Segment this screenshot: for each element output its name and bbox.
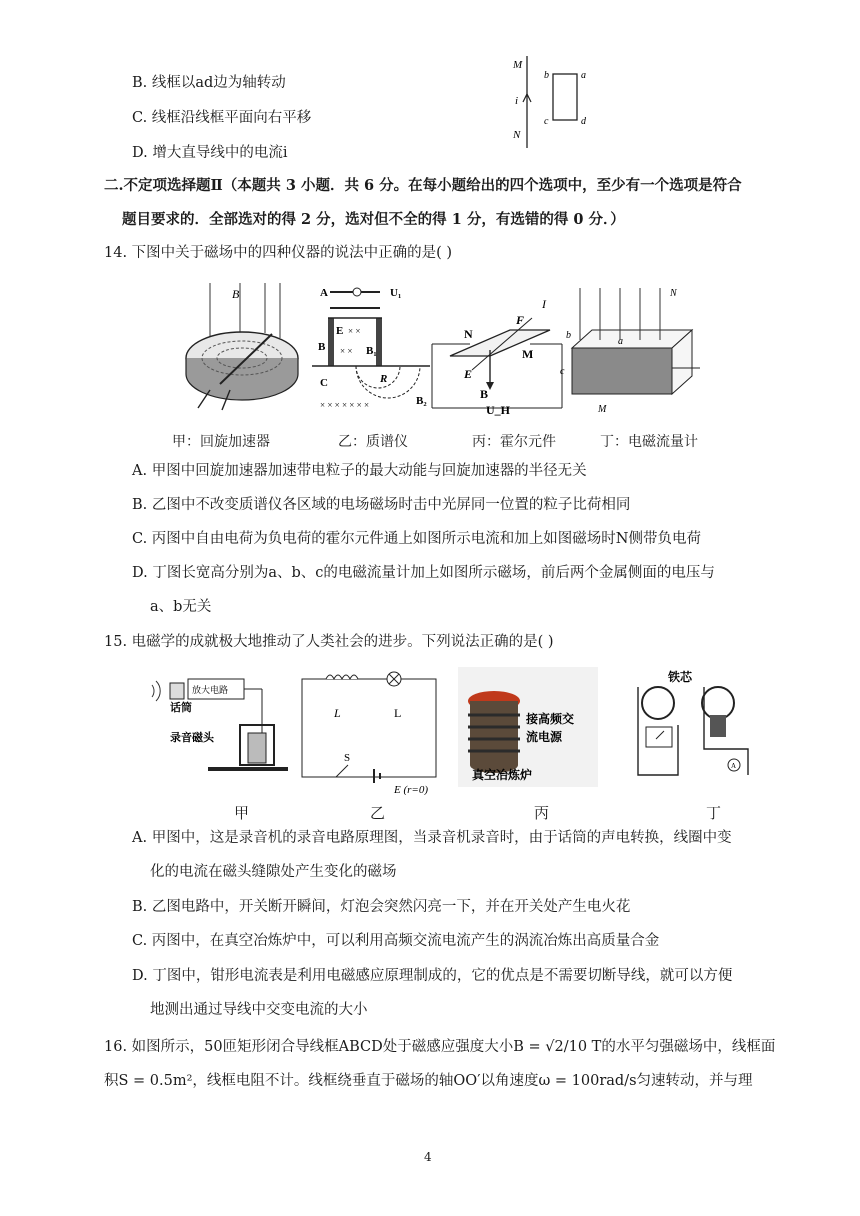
q14-stem: 14. 下图中关于磁场中的四种仪器的说法中正确的是( ) (104, 245, 453, 261)
q13-wire-loop-figure (505, 52, 605, 152)
q13-label-i: i (515, 95, 519, 107)
svg-text:铁芯: 铁芯 (668, 670, 693, 684)
q13-option-d: D. 增大直导线中的电流i (132, 145, 288, 161)
q13-option-c: C. 线框沿线框平面向右平移 (132, 110, 312, 126)
svg-text:U₁: U₁ (390, 287, 402, 299)
svg-text:× ×: × × (348, 326, 361, 336)
q14-option-b: B. 乙图中不改变质谱仪各区域的电场磁场时击中光屏同一位置的粒子比荷相同 (132, 497, 631, 513)
svg-text:M: M (522, 347, 534, 361)
svg-text:话筒: 话筒 (170, 702, 192, 714)
q14-option-d-cont: a、b无关 (150, 599, 212, 615)
q15-caption-yi: 乙 (370, 805, 386, 822)
svg-text:b: b (566, 330, 571, 341)
svg-text:A: A (320, 287, 328, 299)
clamp-meter-figure (638, 669, 748, 775)
svg-text:B₁: B₁ (366, 345, 377, 357)
svg-text:流电源: 流电源 (526, 730, 563, 744)
q14-caption-jia: 甲：回旋加速器 (172, 433, 270, 449)
svg-text:录音磁头: 录音磁头 (170, 732, 214, 744)
q14-caption-bing: 丙：霍尔元件 (472, 433, 556, 449)
page-number: 4 (424, 1150, 432, 1164)
svg-text:接高频交: 接高频交 (526, 712, 575, 726)
q13-label-a: a (581, 70, 586, 81)
q13-label-b: b (544, 70, 549, 81)
recorder-figure (152, 679, 288, 769)
q15-option-a-cont: 化的电流在磁头缝隙处产生变化的磁场 (150, 864, 397, 880)
svg-text:a: a (618, 336, 623, 347)
q14-caption-ding: 丁：电磁流量计 (600, 433, 698, 449)
q13-option-b: B. 线框以ad边为轴转动 (132, 75, 286, 91)
svg-text:U_H: U_H (486, 403, 510, 417)
svg-text:B: B (480, 387, 489, 401)
q15-option-c: C. 丙图中，在真空冶炼炉中，可以利用高频交流电流产生的涡流冶炼出高质量合金 (132, 933, 660, 949)
q15-option-a: A. 甲图中，这是录音机的录音电路原理图，当录音机录音时，由于话筒的声电转换，线圈中变 (132, 830, 732, 846)
svg-text:B₂: B₂ (416, 395, 427, 407)
svg-text:E: E (336, 325, 344, 337)
q13-label-n: N (513, 129, 521, 141)
svg-text:M: M (598, 404, 607, 415)
q15-option-d-cont: 地测出通过导线中交变电流的大小 (150, 1002, 368, 1018)
svg-text:× × × × × × ×: × × × × × × × (320, 400, 370, 410)
section2-heading-line2: 题目要求的．全部选对的得 2 分，选对但不全的得 1 分，有选错的得 0 分．） (122, 211, 625, 228)
svg-text:A: A (731, 762, 737, 770)
q15-stem: 15. 电磁学的成就极大地推动了人类社会的进步。下列说法正确的是( ) (104, 634, 554, 650)
q15-option-d: D. 丁图中，钳形电流表是利用电磁感应原理制成的，它的优点是不需要切断导线，就可以方便 (132, 968, 733, 984)
furnace-figure (458, 667, 598, 787)
svg-text:E: E (464, 367, 473, 381)
flow-meter-figure (560, 288, 700, 415)
q14-caption-yi: 乙：质谱仪 (338, 433, 408, 449)
cyclotron-label-b: B (232, 287, 240, 301)
q15-caption-jia: 甲 (234, 805, 250, 822)
q14-option-c: C. 丙图中自由电荷为负电荷的霍尔元件通上如图所示电流和加上如图磁场时N侧带负电荷 (132, 531, 701, 547)
svg-text:R: R (380, 373, 388, 385)
svg-text:L: L (394, 706, 402, 720)
q16-stem-line1: 16. 如图所示，50匝矩形闭合导线框ABCD处于磁感应强度大小B = √2/10 T的水平匀强磁场中，线框面 (104, 1039, 776, 1055)
q14-option-a: A. 甲图中回旋加速器加速带电粒子的最大动能与回旋加速器的半径无关 (132, 463, 587, 479)
q15-option-b: B. 乙图电路中，开关断开瞬间，灯泡会突然闪亮一下，并在开关处产生电火花 (132, 899, 631, 915)
q13-label-m: M (513, 59, 523, 71)
q14-instruments-figure (180, 278, 700, 418)
svg-text:c: c (560, 366, 565, 377)
svg-text:放大电路: 放大电路 (192, 685, 229, 695)
cyclotron-figure (186, 283, 298, 410)
svg-text:N: N (670, 288, 677, 299)
svg-text:× ×: × × (340, 346, 353, 356)
section2-heading-line1: 二.不定项选择题Ⅱ（本题共 3 小题．共 6 分。在每小题给出的四个选项中，至少有一个选项是符合 (104, 177, 742, 194)
svg-text:E (r=0): E (r=0) (394, 784, 428, 795)
svg-text:I: I (542, 297, 546, 311)
svg-text:N: N (464, 327, 473, 341)
mass-spectrometer-figure (312, 287, 430, 410)
q15-caption-ding: 丁 (706, 805, 722, 822)
svg-text:B: B (318, 341, 326, 353)
q15-figures (148, 665, 768, 795)
hall-element-figure (432, 297, 562, 417)
q13-label-c: c (544, 116, 549, 127)
q15-caption-bing: 丙 (534, 805, 550, 822)
q16-stem-line2: 积S = 0.5m²，线框电阻不计。线框绕垂直于磁场的轴OO′以角速度ω = 100rad/s匀速转动，并与理 (104, 1073, 753, 1089)
svg-text:C: C (320, 377, 328, 389)
q14-option-d: D. 丁图长宽高分别为a、b、c的电磁流量计加上如图所示磁场，前后两个金属侧面的电压与 (132, 565, 715, 581)
q13-label-d: d (581, 116, 586, 127)
svg-text:S: S (344, 752, 351, 764)
svg-text:L: L (334, 706, 341, 720)
svg-text:F: F (516, 313, 525, 327)
svg-text:真空冶炼炉: 真空冶炼炉 (472, 768, 533, 782)
lamp-circuit-figure (302, 672, 436, 795)
